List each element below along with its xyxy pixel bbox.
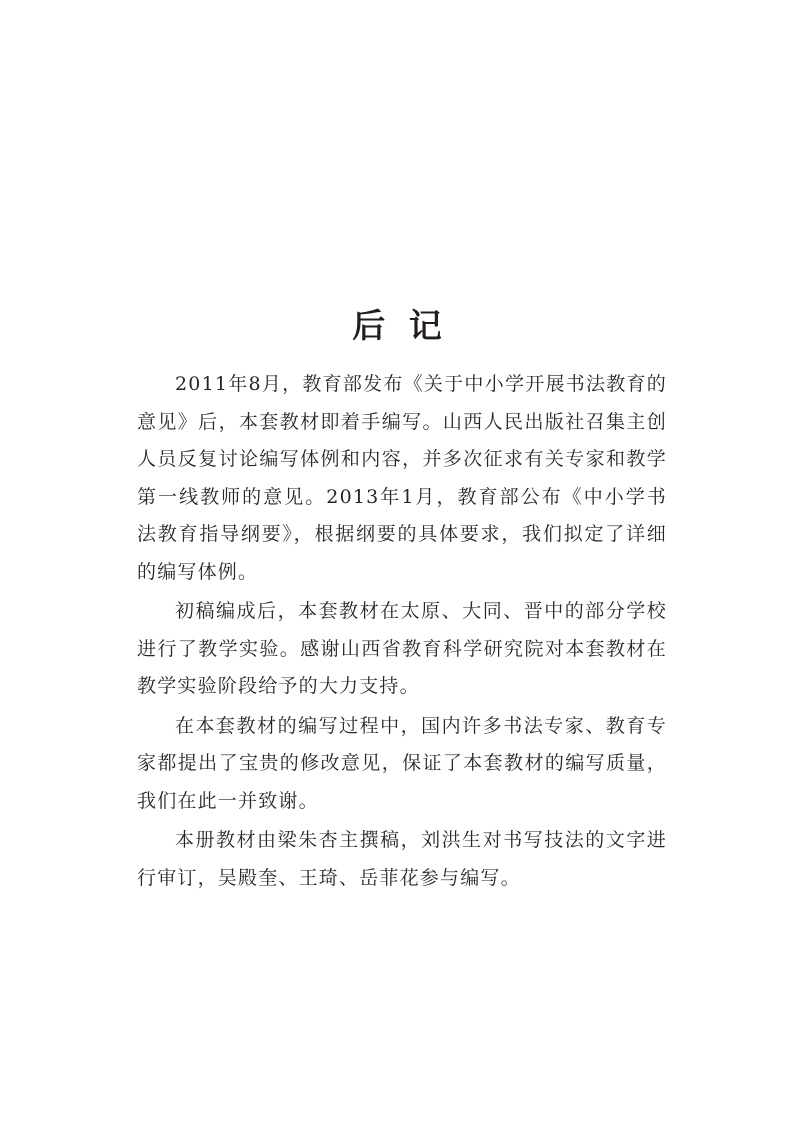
paragraph-2: 初稿编成后，本套教材在太原、大同、晋中的部分学校进行了教学实验。感谢山西省教育科学研究院对本套教材在教学实验阶段给予的大力支持。: [137, 600, 667, 697]
paragraph-3: 在本套教材的编写过程中，国内许多书法专家、教育专家都提出了宝贵的修改意见，保证了本套教材的编写质量，我们在此一并致谢。: [137, 714, 667, 812]
paragraph-1: 2011年8月，教育部发布《关于中小学开展书法教育的意见》后，本套教材即着手编写。山西人民出版社召集主创人员反复讨论编写体例和内容，并多次征求有关专家和教学第一线教师的意见。2013年1月，教育部公布《中小学书法教育指导纲要》，根据纲要的具体要求，我们拟定了详细的编写体例。: [137, 373, 667, 583]
afterword-body: [137, 366, 667, 899]
page-title: 后 记: [352, 306, 448, 346]
paragraph-4: 本册教材由梁朱杏主撰稿，刘洪生对书写技法的文字进行审订，吴殿奎、王琦、岳菲花参与编写。: [137, 829, 667, 889]
